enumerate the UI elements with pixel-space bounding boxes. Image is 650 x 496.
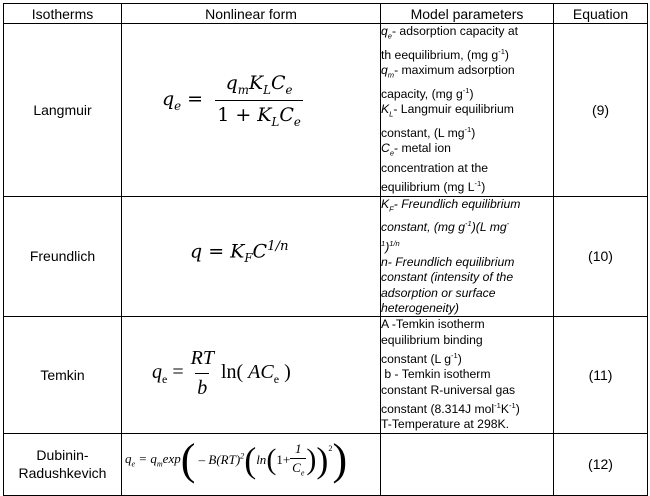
param-line: $K_F-$ Freundlich equilibrium (381, 196, 521, 214)
isotherm-name-line1: Dubinin- (36, 447, 89, 464)
table-row-dubinin-radushkevich (4, 433, 648, 495)
isotherm-name: Temkin (4, 317, 122, 433)
freundlich-formula-render: $q = K_FC^{1/n}$ (190, 238, 289, 265)
table-row-freundlich (4, 196, 648, 317)
param-line: capacity, (mg $g^{-1}$) (381, 85, 474, 101)
param-line: constant (L $g^{-1}$) (381, 350, 462, 366)
temkin-formula-render: $q_e$ = $\frac{RT}{b}$ ln( $AC_e$ ) (152, 347, 291, 400)
param-line: equilibrium (mg $L^{-1}$) (381, 179, 486, 195)
langmuir-formula-render: $q_e$ = $\frac{q_mK_LC_e}{1 + K_LC_e}$ (162, 72, 301, 129)
param-line: constant (8.314J $mol^{-1}K^{-1}$) (381, 400, 520, 416)
dr-formula (122, 433, 381, 495)
header-row (4, 4, 648, 24)
header-isotherms: Isotherms (4, 4, 122, 24)
param-line: constant (intensity of the (381, 270, 514, 285)
equation-number: (10) (554, 196, 648, 317)
langmuir-formula (122, 24, 381, 197)
dr-parameters (381, 433, 554, 495)
table-row-langmuir (4, 24, 648, 197)
freundlich-formula (122, 196, 381, 317)
dr-formula-render: $q_e = q_m\exp( - B(RT)^2(\ln(1+$ $\frac{1}{C_e}$ ))$^2$) (125, 434, 348, 484)
table-row-temkin (4, 317, 648, 433)
isotherm-table (3, 3, 648, 496)
param-line: th eequilibrium, (mg $g^{-1}$) (381, 46, 509, 62)
equation-number: (12) (554, 433, 648, 495)
param-line: b - Temkin isotherm (381, 367, 491, 382)
param-line: $q_e-$ adsorption capacity at (381, 24, 518, 41)
param-line: constant R-universal gas (381, 382, 516, 397)
param-line: n- Freundlich equilibrium (381, 255, 515, 270)
param-line: concentration at the (381, 161, 489, 176)
temkin-formula (122, 317, 381, 433)
equation-number: (11) (554, 317, 648, 433)
param-line: T-Temperature at 298K. (381, 417, 510, 432)
header-model-parameters: Model parameters (381, 4, 554, 24)
langmuir-parameters (381, 24, 554, 197)
param-line: heterogeneity) (381, 301, 459, 316)
param-line: constant, (mg $g^{-1})(L$ mg- (381, 219, 510, 235)
param-line: equilibrium binding (381, 332, 483, 347)
param-line: $K_L-$ Langmuir equilibrium (381, 102, 514, 119)
equation-number: (9) (554, 24, 648, 197)
param-line: A -Temkin isotherm (381, 317, 485, 332)
isotherm-name: Freundlich (4, 196, 122, 317)
isotherm-name-line2: Radushkevich (18, 465, 107, 482)
isotherm-name: Langmuir (4, 24, 122, 197)
temkin-parameters (381, 317, 554, 433)
freundlich-parameters (381, 196, 554, 317)
param-line: constant, (L $mg^{-1}$) (381, 124, 476, 140)
param-line: $q_m-$ maximum adsorption (381, 63, 515, 80)
param-line: $C_e-$ metal ion (381, 141, 451, 158)
param-line: $^1$)$^{1/n}$ (381, 238, 400, 254)
header-nonlinear-form: Nonlinear form (122, 4, 381, 24)
param-line: adsorption or surface (381, 285, 496, 300)
isotherm-name (4, 433, 122, 495)
header-equation: Equation (554, 4, 648, 24)
